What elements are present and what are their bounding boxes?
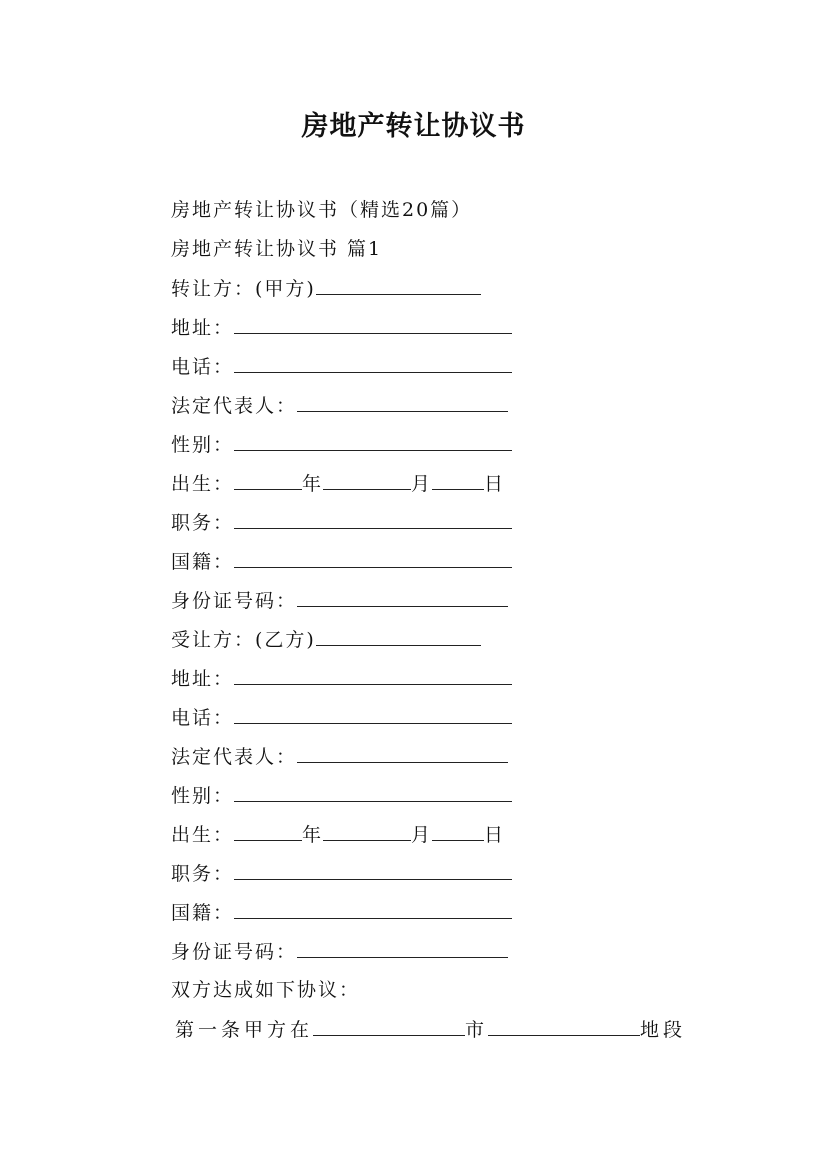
party-a-position-blank (234, 507, 512, 529)
party-a-legal-rep-line (171, 390, 731, 429)
party-a-id-blank (297, 585, 508, 607)
party-b-legal-rep-label: 法定代表人： (171, 746, 298, 768)
chapter-heading: 房地产转让协议书 篇1 (171, 238, 383, 260)
party-b-position-blank (234, 858, 512, 880)
party-a-gender-blank (234, 429, 512, 451)
party-b-birth-line (171, 819, 731, 858)
document-title: 房地产转让协议书 (301, 111, 526, 142)
party-b-blank (316, 624, 481, 646)
party-b-day-unit: 日 (484, 824, 506, 846)
party-a-month-unit: 月 (411, 473, 433, 495)
party-b-line (171, 624, 731, 663)
party-a-phone-line (171, 351, 731, 390)
party-a-gender-label: 性别： (171, 434, 235, 456)
party-a-line (171, 273, 731, 312)
party-b-id-line (171, 936, 731, 975)
party-b-id-blank (297, 936, 508, 958)
party-a-phone-label: 电话： (171, 356, 235, 378)
article-1-suffix: 地段 (640, 1019, 687, 1041)
article-1-city-unit: 市 (465, 1019, 489, 1041)
party-b-legal-rep-blank (297, 741, 508, 763)
party-b-legal-rep-line (171, 741, 731, 780)
party-a-year-unit: 年 (302, 473, 324, 495)
party-b-year-unit: 年 (302, 824, 324, 846)
party-a-address-blank (234, 312, 512, 334)
article-1-prefix: 第一条甲方在 (175, 1019, 314, 1041)
party-a-position-line (171, 507, 731, 546)
agreement-intro: 双方达成如下协议： (171, 979, 361, 1001)
party-a-address-label: 地址： (171, 317, 235, 339)
party-a-birth-day-blank (432, 468, 484, 490)
party-b-gender-label: 性别： (171, 785, 235, 807)
party-a-id-label: 身份证号码： (171, 590, 298, 612)
party-b-gender-blank (234, 780, 512, 802)
party-a-birth-line (171, 468, 731, 507)
party-b-birth-label: 出生： (171, 824, 235, 846)
party-a-blank (316, 273, 481, 295)
intro-line: 房地产转让协议书（精选20篇） (171, 199, 473, 221)
party-a-nationality-blank (234, 546, 512, 568)
document-body (171, 195, 731, 1053)
party-a-position-label: 职务： (171, 512, 235, 534)
party-a-legal-rep-label: 法定代表人： (171, 395, 298, 417)
party-b-birth-year-blank (234, 819, 302, 841)
party-a-nationality-line (171, 546, 731, 585)
party-b-label: 受让方：(乙方) (171, 629, 316, 651)
party-b-month-unit: 月 (411, 824, 433, 846)
party-a-nationality-label: 国籍： (171, 551, 235, 573)
party-a-birth-year-blank (234, 468, 302, 490)
article-1-line (171, 1014, 731, 1053)
party-b-address-blank (234, 663, 512, 685)
party-a-address-line (171, 312, 731, 351)
party-b-gender-line (171, 780, 731, 819)
party-b-birth-day-blank (432, 819, 484, 841)
party-a-label: 转让方：(甲方) (171, 278, 316, 300)
party-b-phone-blank (234, 702, 512, 724)
party-a-legal-rep-blank (297, 390, 508, 412)
party-b-birth-month-blank (323, 819, 411, 841)
party-a-gender-line (171, 429, 731, 468)
party-b-nationality-label: 国籍： (171, 902, 235, 924)
party-a-day-unit: 日 (484, 473, 506, 495)
party-b-position-line (171, 858, 731, 897)
party-b-phone-label: 电话： (171, 707, 235, 729)
party-a-birth-month-blank (323, 468, 411, 490)
party-b-position-label: 职务： (171, 863, 235, 885)
article-1-city-blank (488, 1014, 640, 1036)
party-b-nationality-blank (234, 897, 512, 919)
party-b-id-label: 身份证号码： (171, 941, 298, 963)
party-a-phone-blank (234, 351, 512, 373)
party-b-address-label: 地址： (171, 668, 235, 690)
party-b-nationality-line (171, 897, 731, 936)
article-1-location-blank (313, 1014, 465, 1036)
party-b-phone-line (171, 702, 731, 741)
party-a-id-line (171, 585, 731, 624)
party-a-birth-label: 出生： (171, 473, 235, 495)
party-b-address-line (171, 663, 731, 702)
